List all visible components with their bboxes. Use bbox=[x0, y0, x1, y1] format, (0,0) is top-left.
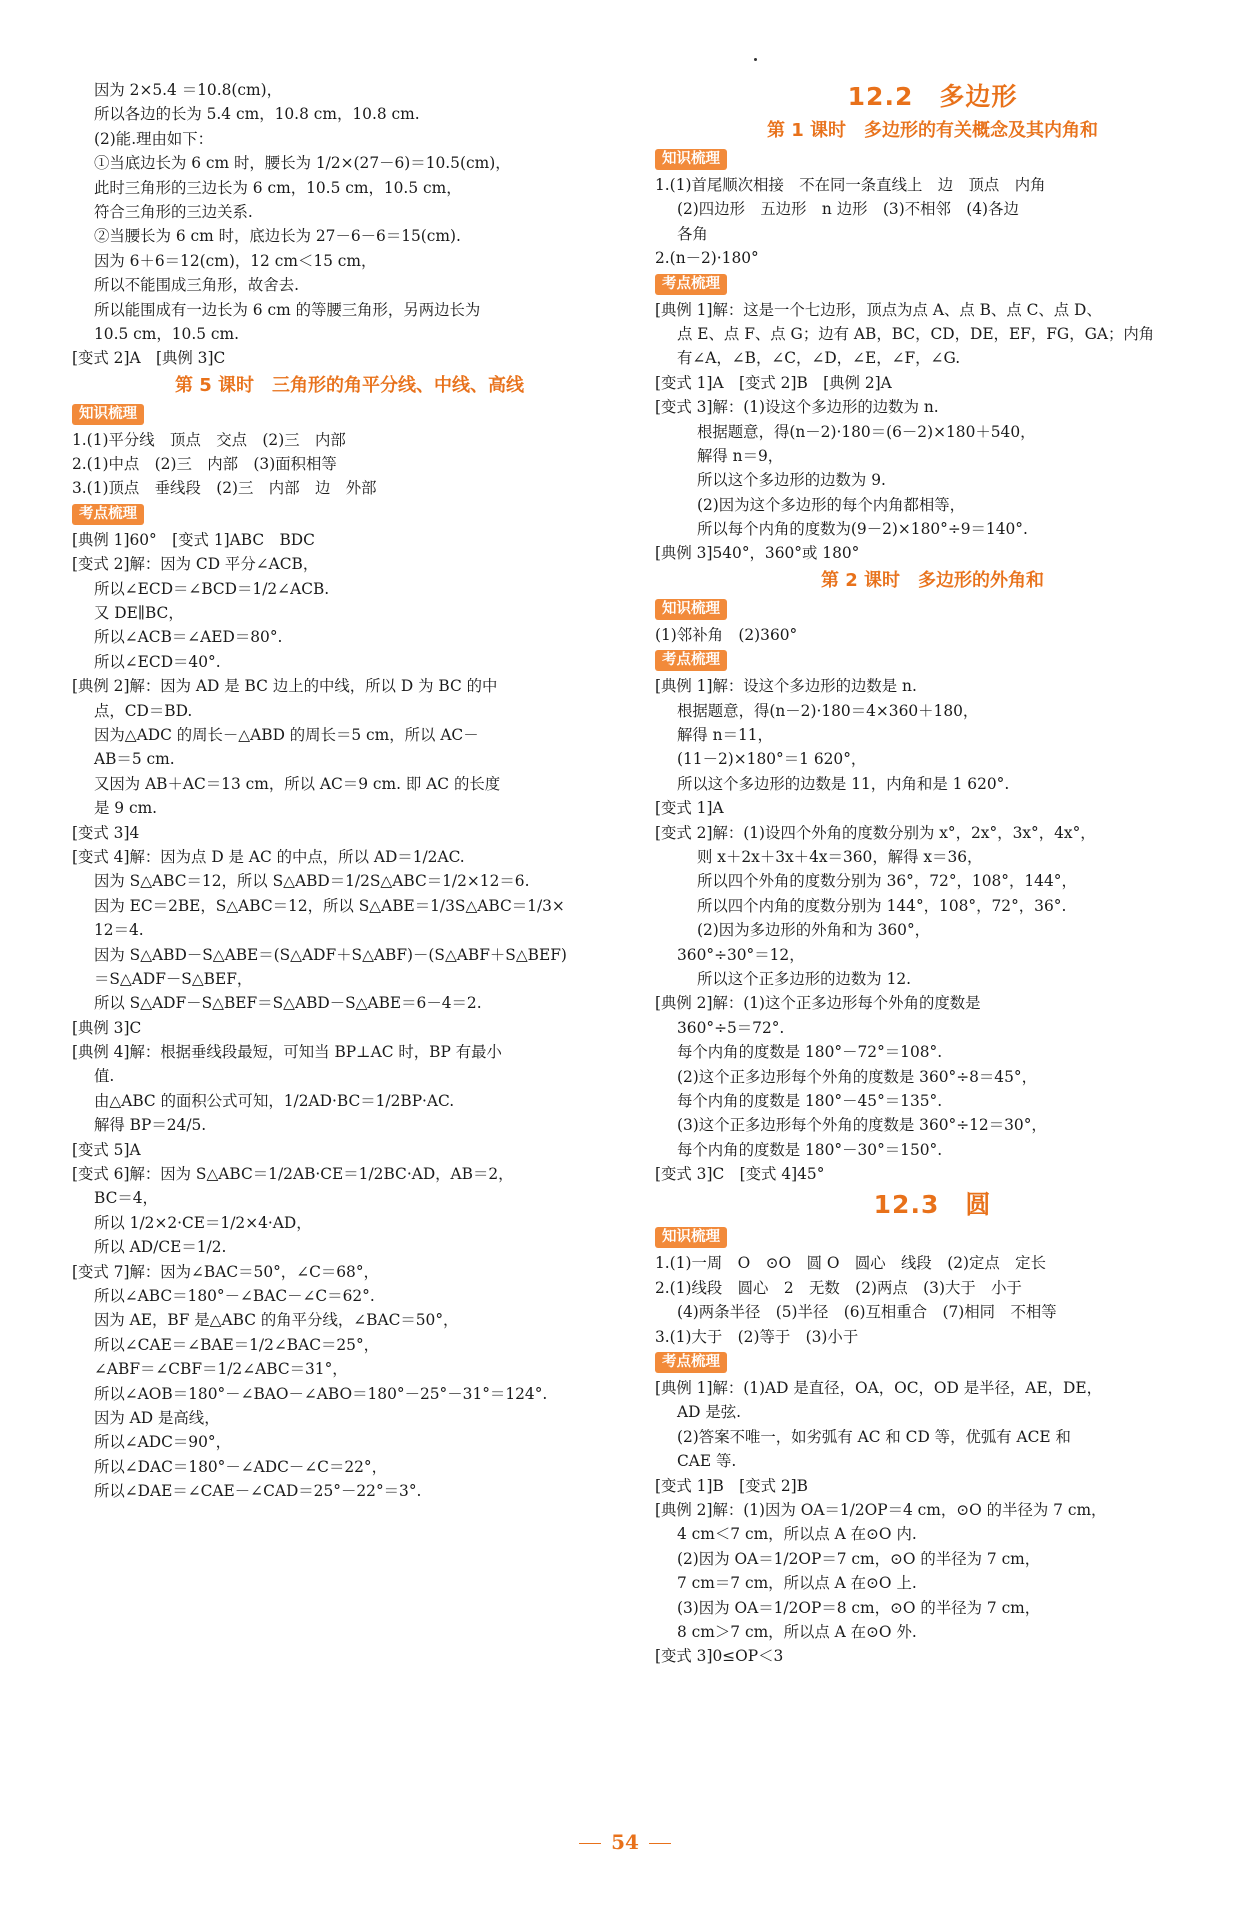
answer-line: [变式 7]解：因为∠BAC＝50°，∠C＝68°， bbox=[72, 1262, 379, 1281]
section-tag: 考点梳理 bbox=[655, 650, 727, 671]
answer-line: ∠ABF＝∠CBF＝1/2∠ABC＝31°， bbox=[94, 1360, 348, 1379]
answer-line: 又 DE∥BC， bbox=[94, 604, 184, 623]
section-tag-row bbox=[655, 1224, 1210, 1251]
section-tag: 考点梳理 bbox=[72, 504, 144, 525]
answer-line: 12＝4. bbox=[94, 921, 144, 940]
answer-line: (3)这个正多边形每个外角的度数是 360°÷12＝30°， bbox=[677, 1116, 1047, 1135]
answer-line: 有∠A，∠B，∠C，∠D，∠E，∠F，∠G. bbox=[677, 349, 961, 368]
answer-line: 符合三角形的三边关系. bbox=[94, 202, 253, 221]
answer-line: 解得 BP＝24/5. bbox=[94, 1116, 207, 1135]
answer-line: 所以∠ABC＝180°－∠BAC－∠C＝62°. bbox=[94, 1286, 375, 1305]
answer-line: [典例 2]解：因为 AD 是 BC 边上的中线，所以 D 为 BC 的中 bbox=[72, 677, 498, 696]
answer-line: 所以这个多边形的边数是 11，内角和是 1 620°. bbox=[677, 774, 1010, 793]
answer-line: 解得 n＝9， bbox=[697, 446, 784, 465]
answer-line: 所以各边的长为 5.4 cm，10.8 cm，10.8 cm. bbox=[94, 105, 420, 124]
answer-line: [变式 2]解：(1)设四个外角的度数分别为 x°，2x°，3x°，4x°， bbox=[655, 823, 1096, 842]
answer-line: (2)因为这个多边形的每个内角都相等， bbox=[697, 495, 966, 514]
answer-line: 因为△ADC 的周长－△ABD 的周长＝5 cm，所以 AC－ bbox=[94, 725, 479, 744]
answer-line: 8 cm＞7 cm，所以点 A 在⊙O 外. bbox=[677, 1622, 917, 1641]
answer-line: 每个内角的度数是 180°－45°＝135°. bbox=[677, 1091, 943, 1110]
answer-line: AB＝5 cm. bbox=[94, 750, 175, 769]
answer-line: (2)答案不唯一，如劣弧有 AC 和 CD 等，优弧有 ACE 和 bbox=[677, 1427, 1071, 1446]
answer-line: (4)两条半径 (5)半径 (6)互相重合 (7)相同 不相等 bbox=[677, 1303, 1057, 1322]
answer-line: 每个内角的度数是 180°－72°＝108°. bbox=[677, 1043, 943, 1062]
section-tag-row bbox=[655, 647, 1210, 674]
section-tag-row bbox=[655, 1349, 1210, 1376]
answer-line: 所以四个内角的度数分别为 144°，108°，72°，36°. bbox=[697, 896, 1067, 915]
lesson-title: 第 5 课时 三角形的角平分线、中线、高线 bbox=[174, 374, 525, 396]
answer-line: [典例 1]解：(1)AD 是直径，OA，OC，OD 是半径，AE，DE， bbox=[655, 1379, 1102, 1398]
answer-line: 1.(1)一周 O ⊙O 圆 O 圆心 线段 (2)定点 定长 bbox=[655, 1254, 1046, 1273]
answer-line: (2)因为 OA＝1/2OP＝7 cm，⊙O 的半径为 7 cm， bbox=[677, 1549, 1041, 1568]
lesson-title: 第 1 课时 多边形的有关概念及其内角和 bbox=[766, 120, 1099, 141]
answer-line: 点 E、点 F、点 G；边有 AB，BC，CD，DE，EF，FG，GA；内角 bbox=[677, 324, 1155, 343]
answer-line: 所以这个多边形的边数为 9. bbox=[697, 471, 886, 490]
answer-line: 所以四个外角的度数分别为 36°，72°，108°，144°， bbox=[697, 872, 1077, 891]
answer-line: 因为 EC＝2BE，S△ABC＝12，所以 S△ABE＝1/3S△ABC＝1/3× bbox=[94, 896, 565, 915]
answer-line: 根据题意，得(n－2)·180＝4×360＋180， bbox=[677, 701, 979, 720]
answer-line: 所以∠CAE＝∠BAE＝1/2∠BAC＝25°， bbox=[94, 1335, 380, 1354]
section-tag-row bbox=[655, 596, 1210, 623]
answer-line: [变式 3]0≤OP＜3 bbox=[655, 1647, 784, 1666]
answer-line: [变式 3]4 bbox=[72, 823, 140, 842]
section-tag-row bbox=[655, 271, 1210, 298]
answer-line: (2)这个正多边形每个外角的度数是 360°÷8＝45°， bbox=[677, 1067, 1037, 1086]
lesson-title: 第 2 课时 多边形的外角和 bbox=[820, 569, 1045, 591]
answer-line: [典例 1]60° [变式 1]ABC BDC bbox=[72, 530, 315, 549]
answer-line: 又因为 AB＋AC＝13 cm，所以 AC＝9 cm. 即 AC 的长度 bbox=[94, 774, 501, 793]
answer-line: 所以不能围成三角形，故舍去. bbox=[94, 276, 299, 295]
answer-line: [变式 4]解：因为点 D 是 AC 的中点，所以 AD＝1/2AC. bbox=[72, 847, 465, 866]
answer-line: 根据题意，得(n－2)·180＝(6－2)×180＋540， bbox=[697, 422, 1036, 441]
section-tag: 知识梳理 bbox=[72, 404, 144, 425]
answer-line: 每个内角的度数是 180°－30°＝150°. bbox=[677, 1140, 943, 1159]
answer-line: 因为 2×5.4 ＝10.8(cm)， bbox=[94, 81, 283, 99]
answer-line: 因为 6＋6＝12(cm)，12 cm＜15 cm， bbox=[94, 251, 377, 270]
answer-line: [典例 1]解：设这个多边形的边数是 n. bbox=[655, 677, 917, 696]
answer-line: 360°÷5＝72°. bbox=[677, 1018, 785, 1037]
section-tag-row bbox=[655, 146, 1210, 173]
answer-line: [典例 3]540°，360°或 180° bbox=[655, 544, 860, 563]
answer-line: 所以∠ECD＝∠BCD＝1/2∠ACB. bbox=[94, 579, 330, 598]
answer-line: (1)邻补角 (2)360° bbox=[655, 625, 798, 644]
answer-line: 1.(1)平分线 顶点 交点 (2)三 内部 bbox=[72, 430, 346, 449]
section-title: 12.2 多边形 bbox=[847, 82, 1018, 111]
answer-line: [典例 1]解：这是一个七边形，顶点为点 A、点 B、点 C、点 D、 bbox=[655, 300, 1102, 319]
section-tag: 考点梳理 bbox=[655, 274, 727, 295]
answer-line: [变式 2]解：因为 CD 平分∠ACB， bbox=[72, 555, 319, 574]
section-tag-row bbox=[72, 401, 627, 428]
answer-line: 所以每个内角的度数为(9－2)×180°÷9＝140°. bbox=[697, 520, 1028, 539]
answer-line: 各角 bbox=[677, 224, 708, 243]
answer-line: 所以∠DAE＝∠CAE－∠CAD＝25°－22°＝3°. bbox=[94, 1482, 422, 1501]
answer-line: [变式 2]A [典例 3]C bbox=[72, 349, 226, 368]
answer-line: 所以∠ADC＝90°， bbox=[94, 1433, 231, 1452]
answer-line: 解得 n＝11， bbox=[677, 726, 773, 745]
print-dot bbox=[754, 58, 757, 61]
answer-line: [变式 1]A bbox=[655, 799, 724, 818]
answer-line: AD 是弦. bbox=[677, 1403, 742, 1422]
answer-line: 4 cm＜7 cm，所以点 A 在⊙O 内. bbox=[677, 1525, 917, 1544]
answer-line: ②当腰长为 6 cm 时，底边长为 27－6－6＝15(cm). bbox=[94, 227, 461, 246]
answer-line: 所以 1/2×2·CE＝1/2×4·AD， bbox=[94, 1213, 312, 1232]
answer-line: 由△ABC 的面积公式可知，1/2AD·BC＝1/2BP·AC. bbox=[94, 1091, 455, 1110]
right-column bbox=[655, 78, 1210, 1669]
answer-line: 所以∠DAC＝180°－∠ADC－∠C＝22°， bbox=[94, 1457, 388, 1476]
left-column bbox=[72, 78, 627, 1503]
section-tag: 知识梳理 bbox=[655, 149, 727, 170]
answer-line: [典例 3]C bbox=[72, 1018, 142, 1037]
answer-line: (2)因为多边形的外角和为 360°， bbox=[697, 921, 931, 940]
answer-line: 此时三角形的三边长为 6 cm，10.5 cm，10.5 cm， bbox=[94, 178, 462, 197]
answer-line: 2.(n－2)·180° bbox=[655, 249, 759, 268]
answer-line: (11－2)×180°＝1 620°， bbox=[677, 750, 867, 769]
answer-line: [变式 1]A [变式 2]B [典例 2]A bbox=[655, 373, 892, 392]
answer-line: (2)四边形 五边形 n 边形 (3)不相邻 (4)各边 bbox=[677, 200, 1019, 219]
answer-line: 所以∠ECD＝40°. bbox=[94, 652, 221, 671]
answer-line: 3.(1)大于 (2)等于 (3)小于 bbox=[655, 1327, 859, 1346]
answer-line: 1.(1)首尾顺次相接 不在同一条直线上 边 顶点 内角 bbox=[655, 176, 1046, 194]
section-tag: 知识梳理 bbox=[655, 1227, 727, 1248]
answer-line: 所以能围成有一边长为 6 cm 的等腰三角形，另两边长为 bbox=[94, 300, 481, 319]
answer-line: 所以 AD/CE＝1/2. bbox=[94, 1238, 227, 1257]
answer-line: [变式 6]解：因为 S△ABC＝1/2AB·CE＝1/2BC·AD，AB＝2， bbox=[72, 1165, 514, 1184]
answer-line: [变式 3]解：(1)设这个多边形的边数为 n. bbox=[655, 398, 939, 417]
answer-line: 是 9 cm. bbox=[94, 799, 158, 818]
answer-line: [典例 2]解：(1)因为 OA＝1/2OP＝4 cm，⊙O 的半径为 7 cm， bbox=[655, 1500, 1107, 1519]
answer-line: 则 x＋2x＋3x＋4x＝360，解得 x＝36， bbox=[697, 847, 983, 866]
answer-line: 3.(1)顶点 垂线段 (2)三 内部 边 外部 bbox=[72, 479, 377, 498]
answer-line: (3)因为 OA＝1/2OP＝8 cm，⊙O 的半径为 7 cm， bbox=[677, 1598, 1041, 1617]
answer-line: 2.(1)中点 (2)三 内部 (3)面积相等 bbox=[72, 455, 337, 474]
answer-line: 因为 S△ABC＝12，所以 S△ABD＝1/2S△ABC＝1/2×12＝6. bbox=[94, 872, 530, 891]
answer-line: 值. bbox=[94, 1067, 115, 1086]
answer-line: 所以 S△ADF－S△BEF＝S△ABD－S△ABE＝6－4＝2. bbox=[94, 994, 482, 1013]
answer-line: 所以∠AOB＝180°－∠BAO－∠ABO＝180°－25°－31°＝124°. bbox=[94, 1384, 548, 1403]
answer-line: 因为 AE，BF 是△ABC 的角平分线，∠BAC＝50°， bbox=[94, 1311, 459, 1330]
page-number: 54 bbox=[0, 1830, 1250, 1854]
section-tag: 知识梳理 bbox=[655, 599, 727, 620]
answer-line: [变式 1]B [变式 2]B bbox=[655, 1476, 808, 1495]
answer-line: 点，CD＝BD. bbox=[94, 701, 193, 720]
answer-line: 所以这个正多边形的边数为 12. bbox=[697, 969, 912, 988]
answer-line: [典例 4]解：根据垂线段最短，可知当 BP⊥AC 时，BP 有最小 bbox=[72, 1043, 502, 1062]
answer-line: [典例 2]解：(1)这个正多边形每个外角的度数是 bbox=[655, 994, 981, 1013]
section-tag-row bbox=[72, 501, 627, 528]
answer-line: 360°÷30°＝12， bbox=[677, 945, 805, 964]
answer-line: 10.5 cm，10.5 cm. bbox=[94, 324, 240, 343]
answer-line: 7 cm＝7 cm，所以点 A 在⊙O 上. bbox=[677, 1574, 917, 1593]
answer-line: 因为 S△ABD－S△ABE＝(S△ADF＋S△ABF)－(S△ABF＋S△BEF) bbox=[94, 945, 567, 964]
answer-line: 2.(1)线段 圆心 2 无数 (2)两点 (3)大于 小于 bbox=[655, 1278, 1022, 1297]
answer-line: CAE 等. bbox=[677, 1452, 737, 1471]
answer-line: ＝S△ADF－S△BEF， bbox=[94, 969, 253, 988]
answer-line: (2)能.理由如下： bbox=[94, 129, 214, 148]
answer-line: ①当底边长为 6 cm 时，腰长为 1/2×(27－6)＝10.5(cm)， bbox=[94, 154, 511, 173]
answer-line: BC＝4， bbox=[94, 1189, 158, 1208]
answer-line: 所以∠ACB＝∠AED＝80°. bbox=[94, 628, 283, 647]
answer-line: [变式 5]A bbox=[72, 1140, 141, 1159]
section-tag: 考点梳理 bbox=[655, 1352, 727, 1373]
section-title: 12.3 圆 bbox=[873, 1190, 992, 1220]
answer-line: [变式 3]C [变式 4]45° bbox=[655, 1165, 825, 1184]
answer-line: 因为 AD 是高线， bbox=[94, 1408, 220, 1427]
